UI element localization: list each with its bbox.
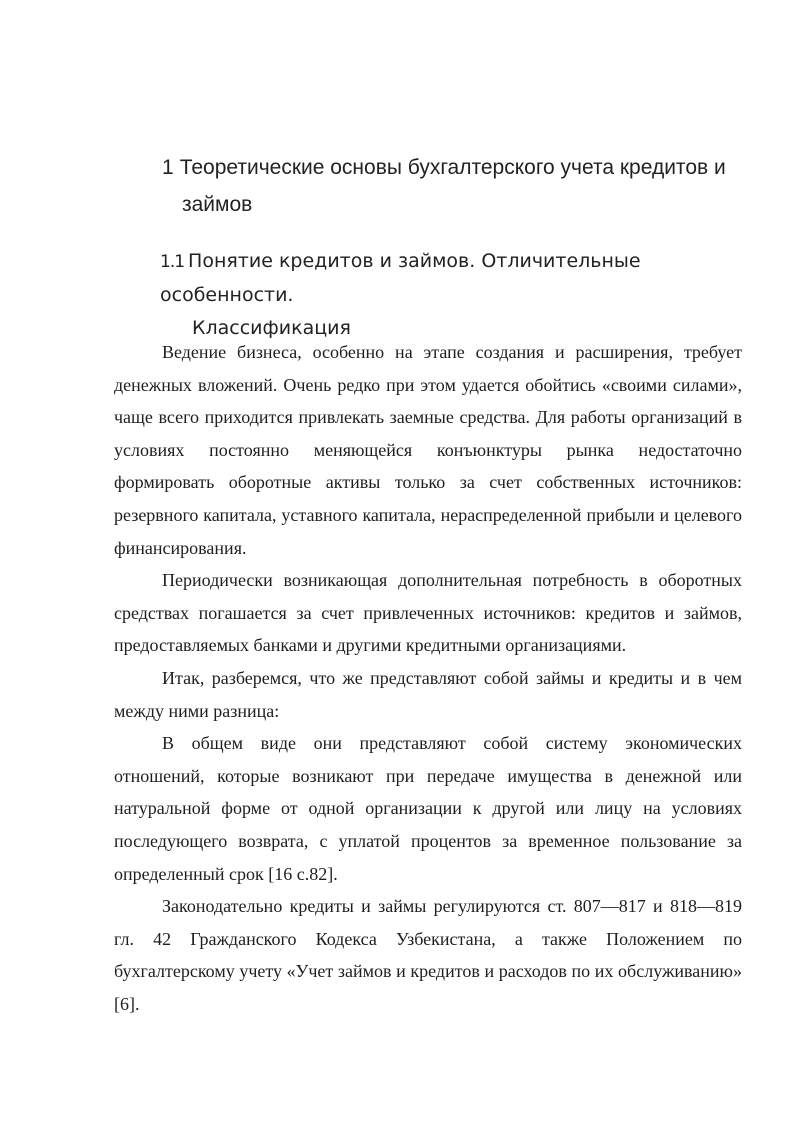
section-number: 1.1 xyxy=(160,252,185,272)
paragraph: Периодически возникающая дополнительная потребность в оборотных средствах погашается за счет привлеченных источников: кредитов и займов, предоставляемых банками и другими кредитными организациями. xyxy=(114,570,742,656)
chapter-heading xyxy=(162,149,762,223)
body-text xyxy=(114,336,742,1020)
chapter-number: 1 xyxy=(162,156,174,179)
chapter-title-line-2: займов xyxy=(182,193,253,216)
paragraph: Законодательно кредиты и займы регулируются ст. 807—817 и 818—819 гл. 42 Гражданского Кодекса Узбекистана, а также Положением по бухгалтерскому учету «Учет займов и кредитов и расходов по их обслуживанию» [6]. xyxy=(114,896,742,1014)
section-heading xyxy=(160,245,760,345)
paragraph: Итак, разберемся, что же представляют собой займы и кредиты и в чем между ними разница: xyxy=(114,667,742,721)
section-title-line-2: Классификация xyxy=(192,317,351,339)
paragraph: Ведение бизнеса, особенно на этапе создания и расширения, требует денежных вложений. Очень редко при этом удается обойтись «своими силами», чаще всего приходится привлекать заемные средства. Для работы организаций в условиях постоянно меняющейся конъюнктуры рынка недостаточно формировать оборотные активы только за счет собственных источников: резервного капитала, уставного капитала, нераспределенной прибыли и целевого финансирования. xyxy=(114,342,742,558)
chapter-title-line-1: Теоретические основы бухгалтерского учета кредитов и xyxy=(179,156,726,179)
section-title-line-1: Понятие кредитов и займов. Отличительные особенности. xyxy=(160,250,641,306)
paragraph: В общем виде они представляют собой систему экономических отношений, которые возникают при передаче имущества в денежной или натуральной форме от одной организации к другой или лицу на условиях последующего возврата, с уплатой процентов за временное пользование за определенный срок [16 с.82]. xyxy=(114,733,742,884)
